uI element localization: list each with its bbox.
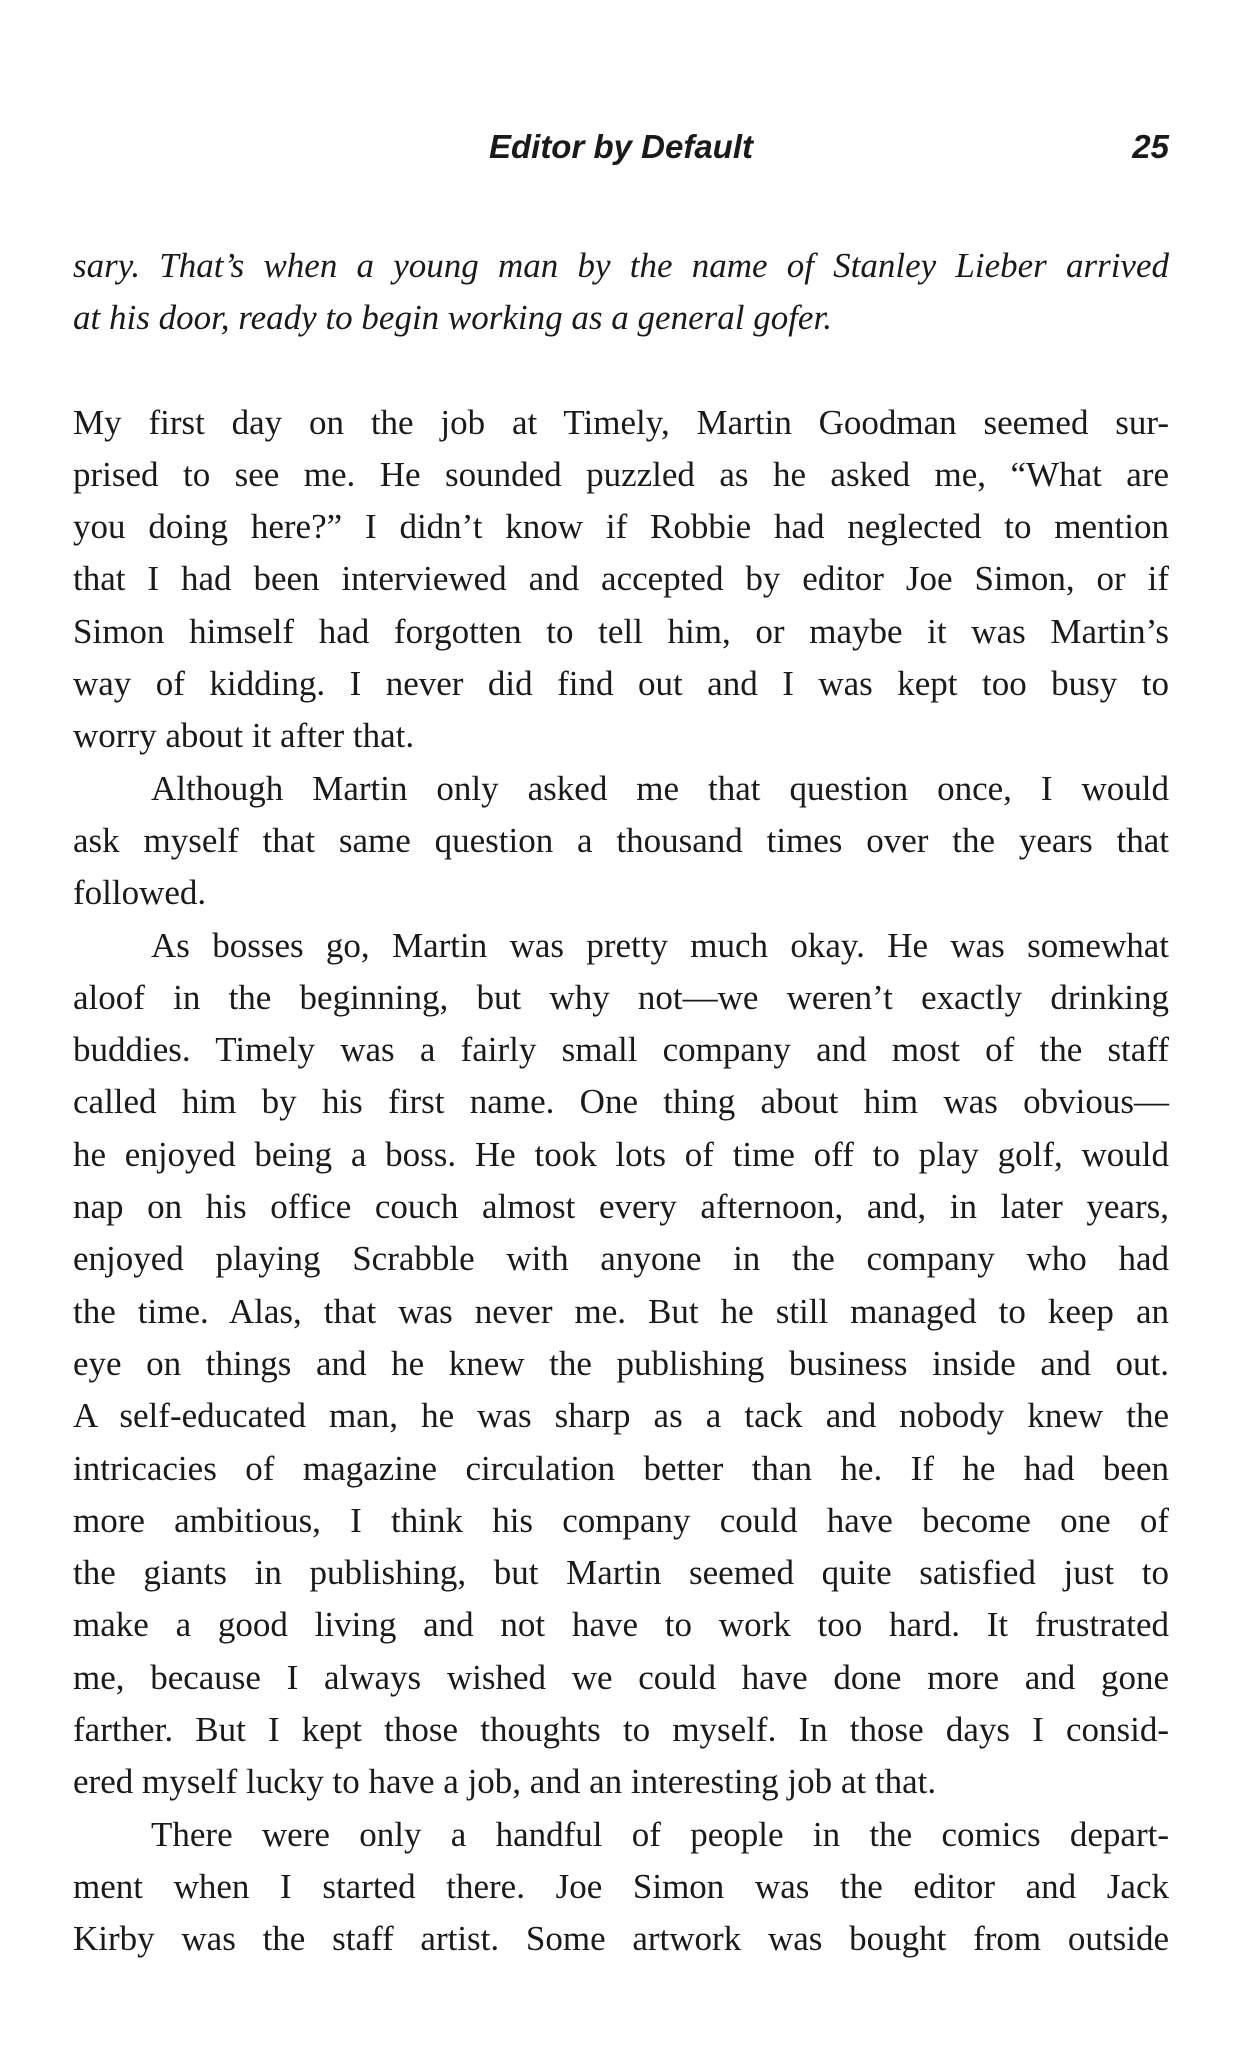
text-line: enjoyed playing Scrabble with anyone in the company who had	[73, 1239, 1169, 1279]
text-line: ered myself lucky to have a job, and an interesting job at that.	[73, 1762, 937, 1802]
text-line: the time. Alas, that was never me. But he still managed to keep an	[73, 1291, 1169, 1331]
text-line: he enjoyed being a boss. He took lots of time off to play golf, would	[73, 1134, 1169, 1174]
text-line: sary. That’s when a young man by the name of Stanley Lieber arrived	[73, 246, 1169, 285]
body-text	[73, 240, 1169, 1966]
text-line: Although Martin only asked me that question once, I would	[151, 768, 1169, 808]
text-line: that I had been interviewed and accepted by editor Joe Simon, or if	[73, 559, 1169, 599]
text-line: There were only a handful of people in the comics depart-	[151, 1814, 1169, 1854]
running-head	[73, 122, 1169, 172]
paragraph	[73, 1809, 1169, 1966]
text-line: nap on his office couch almost every afternoon, and, in later years,	[73, 1187, 1169, 1227]
text-line: As bosses go, Martin was pretty much okay. He was somewhat	[151, 925, 1169, 965]
text-line: farther. But I kept those thoughts to myself. In those days I consid-	[73, 1710, 1169, 1750]
text-line: followed.	[73, 873, 207, 913]
text-line: called him by his first name. One thing about him was obvious—	[73, 1082, 1169, 1122]
text-line: more ambitious, I think his company could have become one of	[73, 1500, 1169, 1540]
paragraph	[73, 397, 1169, 763]
page-number: 25	[1132, 128, 1169, 165]
text-line: My first day on the job at Timely, Martin Goodman seemed sur-	[73, 402, 1169, 442]
text-line: intricacies of magazine circulation better than he. If he had been	[73, 1448, 1169, 1488]
section-break	[73, 345, 1169, 397]
text-line: eye on things and he knew the publishing business inside and out.	[73, 1343, 1169, 1383]
chapter-title: Editor by Default	[488, 128, 754, 165]
text-line: the giants in publishing, but Martin seemed quite satisfied just to	[73, 1553, 1169, 1593]
book-page	[73, 0, 1169, 2048]
italic-intro	[73, 240, 1169, 345]
text-line: aloof in the beginning, but why not—we weren’t exactly drinking	[73, 977, 1169, 1017]
text-line: me, because I always wished we could have done more and gone	[73, 1657, 1169, 1697]
text-line: ask myself that same question a thousand times over the years that	[73, 820, 1169, 860]
text-line: Kirby was the staff artist. Some artwork was bought from outside	[73, 1919, 1169, 1959]
text-line: worry about it after that.	[73, 716, 415, 756]
text-line: you doing here?” I didn’t know if Robbie had neglected to mention	[73, 507, 1169, 547]
text-line: at his door, ready to begin working as a general gofer.	[73, 298, 832, 338]
text-line: ment when I started there. Joe Simon was the editor and Jack	[73, 1866, 1169, 1906]
text-line: Simon himself had forgotten to tell him, or maybe it was Martin’s	[73, 611, 1169, 651]
text-line: way of kidding. I never did find out and I was kept too busy to	[73, 664, 1169, 704]
text-line: buddies. Timely was a fairly small company and most of the staff	[73, 1030, 1169, 1070]
paragraph	[73, 763, 1169, 920]
text-line: make a good living and not have to work too hard. It frustrated	[73, 1605, 1169, 1645]
text-line: A self-educated man, he was sharp as a tack and nobody knew the	[73, 1396, 1169, 1436]
text-line: prised to see me. He sounded puzzled as he asked me, “What are	[73, 454, 1169, 494]
paragraph	[73, 920, 1169, 1809]
